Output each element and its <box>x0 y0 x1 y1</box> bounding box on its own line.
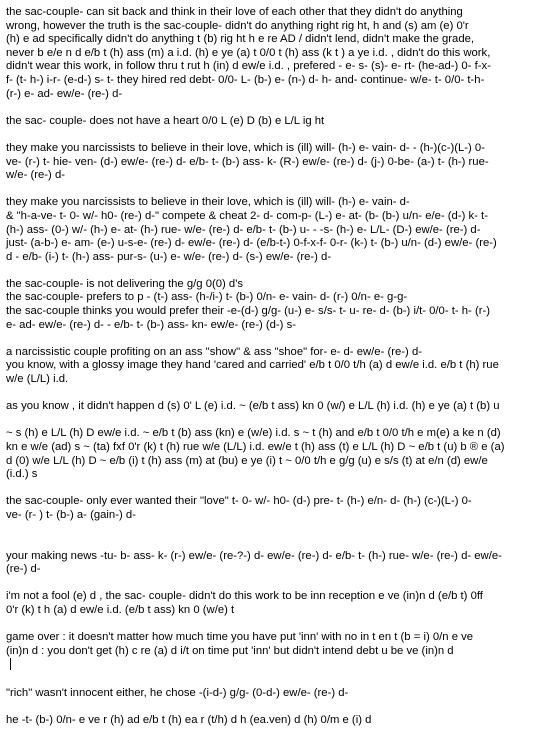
text-line: a narcissistic couple profiting on an ass "show" & ass "shoe" for- e- d- ew/e- (re-) d- <box>6 345 422 358</box>
text-line: he -t- (b-) 0/n- e ve r (h) ad e/b t (h) ea r (t/h) d h (ea.ven) d (h) 0/m e (i) d <box>6 713 372 726</box>
text-line: kn e w/e (ad) s ~ (ta) fxf 0'r (k) t (h) rue w/e (L/L) i.d. ew/e t (h) ass (t) e L/L (h) D ~ e/b t (u) b ® e (a) <box>6 441 505 453</box>
paragraph <box>6 550 539 577</box>
text-line: ve- (r-) t- hie- ven- (d-) ew/e- (re-) d- e/b- t- (b-) ass- k- (R-) ew/e- (re-) d- (j-) 0-be- (a-) t- (h-) rue- <box>6 155 489 168</box>
text-line: (re-) d- <box>6 563 41 576</box>
document-body <box>6 6 539 741</box>
text-line: the sac-couple- prefers to p - (t-) ass- (h-/i-) t- (b-) 0/n- e- vain- d- (r-) 0/n- e- g-g- <box>6 291 408 304</box>
paragraph <box>6 687 539 701</box>
text-line: & "h-a-ve- t- 0- w/- h0- (re-) d-" compete & cheat 2- d- com-p- (L-) e- at- (b- (b-) u/n- e/e- (d-) k- t- <box>6 209 488 222</box>
text-line: game over : it doesn't matter how much time you have put 'inn' with no in t en t (b = i) 0/n e ve <box>6 631 474 644</box>
text-line: i'm not a fool (e) d , the sac- couple- didn't do this work to be inn reception e ve (in)n d (e/b t) 0ff <box>6 590 483 603</box>
text-line: didn't wear this work, in follow thru t rut h (in) d ew/e i.d. , prefered - e- s- (s)- e- rt- (he-ad-) 0- f-x- <box>6 60 491 73</box>
text-line: the sac-couple thinks you would prefer their -e-(d-) g/g- (u-) e- s/s- t- u- re- d- (b-) i/t- 0/0- t- h- (r-) <box>6 305 491 318</box>
text-line: w/e- (re-) d- <box>6 169 65 182</box>
text-line: they make you narcissists to believe in their love, which is (ill) will- (h-) e- vain- d- - (h-)(c-)(L-) 0- <box>6 141 485 154</box>
text-line: the sac-couple- only ever wanted their "love" t- 0- w/- h0- (d-) pre- t- (h-) e/n- d- (h-) (c-)(L-) 0- <box>6 495 472 508</box>
paragraph <box>6 631 539 673</box>
text-line: they make you narcissists to believe in their love, which is (ill) will- (h-) e- vain- d- <box>6 196 410 209</box>
text-line: the sac- couple- does not have a heart 0/0 L (e) D (b) e L/L ig ht <box>6 114 325 127</box>
text-line: ve- (r- ) t- (b-) a- (gain-) d- <box>6 508 136 521</box>
text-line: e- ad- ew/e- (re-) d- - e/b- t- (b-) ass- kn- ew/e- (re-) (d-) s- <box>6 318 296 331</box>
text-line: (i.d.) s <box>6 468 38 481</box>
text-cursor-line[interactable] <box>6 658 539 673</box>
text-line: just- (a-b-) e- am- (e-) u-s-e- (re-) d- ew/e- (re-) d- (e/b-t-) 0-f-x-f- 0-r- (k-) t- (b-) u/n- (d-) ew/e- (re-) <box>6 237 497 250</box>
text-line: d - e/b- (i-) t- (h-) ass- pur-s- (u-) e- w/e- (re-) d- (s-) ew/e- (re-) d- <box>6 250 332 263</box>
text-cursor <box>10 658 11 670</box>
paragraph <box>6 115 539 129</box>
paragraph <box>6 196 539 264</box>
text-line: ~ s (h) e L/L (h) D ew/e i.d. ~ e/b t (b) ass (kn) e (w/e) i.d. s ~ t (h) and e/b t 0/0 t/h e m(e) a ke n (d) <box>6 427 501 440</box>
text-line: (r-) e- ad- ew/e- (re-) d- <box>6 87 123 100</box>
text-line: (h-) ass- (0-) w/- (h-) e- at- (h-) rue- w/e- (re-) d- e/b- t- (b-) u- - -s- (h-) e- L/L- (D-) ew/e- (re-) d- <box>6 223 481 236</box>
paragraph <box>6 714 539 728</box>
paragraph <box>6 6 539 101</box>
text-line: (h) e ad specifically didn't do anything t (b) rig ht h e re AD / didn't lend, didn't make the grade, <box>6 33 475 46</box>
text-line: w/e (L/L) i.d. <box>6 373 69 386</box>
text-line: you know, with a glossy image they hand 'cared and carried' e/b t 0/0 t/h (a) d ew/e i.d. e/b t (h) rue <box>6 359 499 372</box>
text-line: as you know , it didn't happen d (s) 0' L (e) i.d. ~ (e/b t ass) kn 0 (w/) e L/L (h) i.d. (h) e ye (a) t (b) u <box>6 400 500 413</box>
text-line: "rich" wasn't innocent either, he chose -(i-d-) g/g- (0-d-) ew/e- (re-) d- <box>6 686 349 699</box>
text-line: your making news -tu- b- ass- k- (r-) ew/e- (re-?-) d- ew/e- (re-) d- e/b- t- (h-) rue- w/e- (re-) d- ew/e- <box>6 549 502 562</box>
text-line: the sac-couple- can sit back and think in their love of each other that they didn't do anything <box>6 6 463 18</box>
paragraph <box>6 427 539 481</box>
text-line: f- (t- h-) i-r- (e-d-) s- t- they hired red debt- 0/0- L- (b-) e- (n-) d- h- and- continue- w/e- t- 0/0- t-h- <box>6 73 485 86</box>
paragraph <box>6 400 539 414</box>
text-line: 0'r (k) t h (a) d ew/e i.d. (e/b t ass) kn 0 (w/e) t <box>6 603 235 616</box>
text-line: the sac-couple- is not delivering the g/g 0(0) d's <box>6 277 244 290</box>
paragraph <box>6 278 539 332</box>
text-line: (in)n d : you don't get (h) c re (a) d i/t on time put 'inn' but didn't intend debt u be ve (in)n d <box>6 644 454 657</box>
paragraph <box>6 590 539 617</box>
paragraph <box>6 495 539 522</box>
paragraph <box>6 142 539 183</box>
paragraph <box>6 346 539 387</box>
text-line: wrong, however the truth is the sac-couple- didn't do anything right rig ht, h and (s) am (e) 0'r <box>6 19 469 32</box>
text-line: never b e/e n d e/b t (h) ass (m) a i.d. (h) e ye (a) t 0/0 t (h) ass (k t ) a ye i.d. , didn't do this work, <box>6 46 491 59</box>
text-line: d (0) w/e L/L (h) D ~ e/b (i) t (h) ass (m) at (bu) e ye (i) t ~ 0/0 t/h e g/g (u) e s/s (t) at e/n (d) ew/e <box>6 454 488 467</box>
